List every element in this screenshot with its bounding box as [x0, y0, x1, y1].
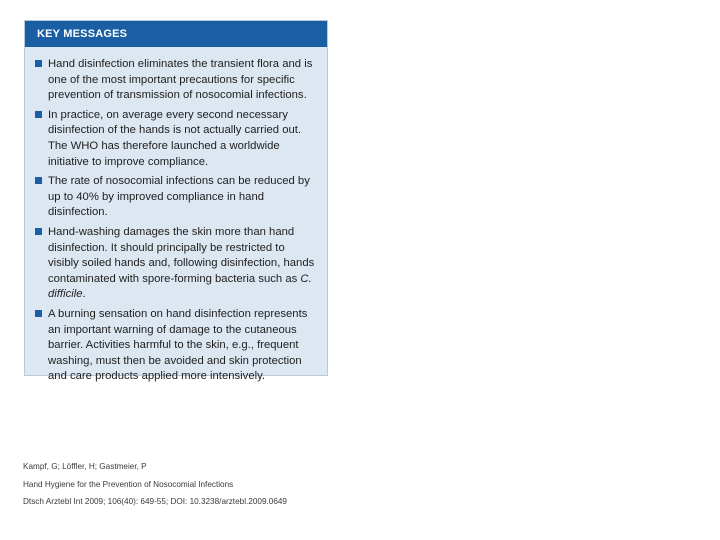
key-message-text-end: . — [82, 288, 86, 301]
key-message-text: In practice, on average every second necessary disinfection of the hands is not actually carried out. The WHO has therefore launched a worldwide initiative to improve compliance. — [48, 108, 302, 168]
citation-reference: Dtsch Arztebl Int 2009; 106(40): 649-55; DOI: 10.3238/arztebl.2009.0649 — [23, 497, 287, 506]
key-message-2 — [35, 108, 315, 170]
key-message-text: Hand disinfection eliminates the transient flora and is one of the most important precautions for specific prevention of transmission of nosocomial infections. — [48, 58, 313, 102]
key-messages-body — [25, 47, 327, 383]
key-message-5 — [35, 307, 315, 385]
key-messages-title: KEY MESSAGES — [25, 21, 327, 47]
square-bullet-icon — [35, 177, 42, 184]
square-bullet-icon — [35, 228, 42, 235]
citation-authors: Kampf, G; Löffler, H; Gastmeier, P — [23, 462, 147, 471]
key-messages-box — [24, 20, 328, 383]
key-message-text: Hand-washing damages the skin more than hand disinfection. It should principally be restricted to visibly soiled hands and, following disinfection, hands contaminated with spore-forming bacteria such as — [48, 225, 315, 285]
key-message-text: A burning sensation on hand disinfection represents an important warning of damage to the cutaneous barrier. Activities harmful to the skin, e.g., frequent washing, must then be avoided and skin protection and care products applied more intensively. — [48, 307, 308, 383]
citation — [23, 458, 287, 511]
key-message-3 — [35, 174, 315, 221]
key-message-1 — [35, 57, 315, 104]
key-messages-list — [25, 47, 327, 385]
square-bullet-icon — [35, 60, 42, 67]
pathogen-name: C. difficile — [48, 272, 312, 301]
citation-title: Hand Hygiene for the Prevention of Nosocomial Infections — [23, 479, 234, 489]
key-message-4 — [35, 225, 315, 303]
square-bullet-icon — [35, 111, 42, 118]
key-message-text: The rate of nosocomial infections can be reduced by up to 40% by improved compliance in hand disinfection. — [48, 175, 310, 219]
square-bullet-icon — [35, 310, 42, 317]
